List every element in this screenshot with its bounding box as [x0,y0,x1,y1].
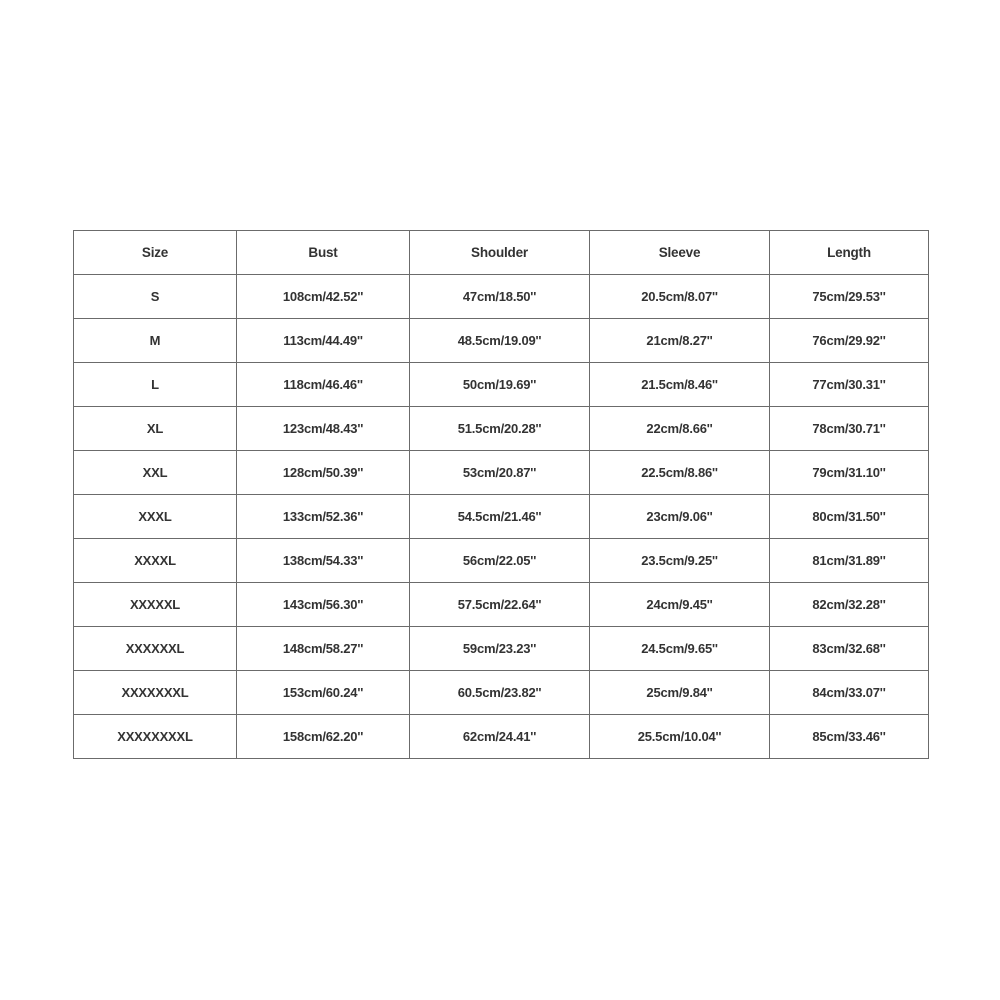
header-length: Length [770,231,929,275]
size-chart-header [74,231,929,275]
table-row [74,715,929,759]
cell-size: XXXXXXL [74,627,237,671]
cell-length: 77cm/30.31'' [770,363,929,407]
cell-size: L [74,363,237,407]
table-row [74,319,929,363]
cell-size: XL [74,407,237,451]
cell-sleeve: 22.5cm/8.86'' [590,451,770,495]
cell-bust: 108cm/42.52'' [237,275,410,319]
cell-shoulder: 57.5cm/22.64'' [410,583,590,627]
cell-sleeve: 24.5cm/9.65'' [590,627,770,671]
cell-bust: 118cm/46.46'' [237,363,410,407]
cell-bust: 133cm/52.36'' [237,495,410,539]
cell-size: S [74,275,237,319]
cell-sleeve: 23.5cm/9.25'' [590,539,770,583]
cell-bust: 138cm/54.33'' [237,539,410,583]
cell-shoulder: 51.5cm/20.28'' [410,407,590,451]
table-row [74,495,929,539]
cell-shoulder: 59cm/23.23'' [410,627,590,671]
cell-sleeve: 21cm/8.27'' [590,319,770,363]
cell-length: 85cm/33.46'' [770,715,929,759]
table-row [74,407,929,451]
cell-length: 79cm/31.10'' [770,451,929,495]
cell-sleeve: 22cm/8.66'' [590,407,770,451]
cell-bust: 158cm/62.20'' [237,715,410,759]
table-row [74,627,929,671]
cell-bust: 148cm/58.27'' [237,627,410,671]
cell-length: 81cm/31.89'' [770,539,929,583]
cell-sleeve: 20.5cm/8.07'' [590,275,770,319]
cell-shoulder: 53cm/20.87'' [410,451,590,495]
cell-shoulder: 56cm/22.05'' [410,539,590,583]
cell-size: XXXXXL [74,583,237,627]
table-row [74,583,929,627]
cell-shoulder: 54.5cm/21.46'' [410,495,590,539]
cell-sleeve: 24cm/9.45'' [590,583,770,627]
cell-bust: 143cm/56.30'' [237,583,410,627]
cell-size: M [74,319,237,363]
cell-length: 75cm/29.53'' [770,275,929,319]
header-sleeve: Sleeve [590,231,770,275]
table-row [74,671,929,715]
size-chart-body [74,275,929,759]
cell-size: XXXXXXXL [74,671,237,715]
header-row [74,231,929,275]
cell-shoulder: 62cm/24.41'' [410,715,590,759]
cell-size: XXXXXXXXL [74,715,237,759]
cell-length: 84cm/33.07'' [770,671,929,715]
header-shoulder: Shoulder [410,231,590,275]
cell-length: 78cm/30.71'' [770,407,929,451]
cell-shoulder: 50cm/19.69'' [410,363,590,407]
cell-size: XXXXL [74,539,237,583]
cell-length: 76cm/29.92'' [770,319,929,363]
cell-bust: 153cm/60.24'' [237,671,410,715]
cell-sleeve: 21.5cm/8.46'' [590,363,770,407]
header-bust: Bust [237,231,410,275]
cell-bust: 128cm/50.39'' [237,451,410,495]
cell-shoulder: 60.5cm/23.82'' [410,671,590,715]
table-row [74,451,929,495]
cell-bust: 123cm/48.43'' [237,407,410,451]
cell-sleeve: 23cm/9.06'' [590,495,770,539]
table-row [74,363,929,407]
cell-sleeve: 25.5cm/10.04'' [590,715,770,759]
header-size: Size [74,231,237,275]
cell-size: XXXL [74,495,237,539]
cell-length: 82cm/32.28'' [770,583,929,627]
cell-bust: 113cm/44.49'' [237,319,410,363]
table-row [74,275,929,319]
table-row [74,539,929,583]
cell-length: 83cm/32.68'' [770,627,929,671]
size-chart-table [73,230,929,759]
cell-shoulder: 47cm/18.50'' [410,275,590,319]
cell-length: 80cm/31.50'' [770,495,929,539]
cell-sleeve: 25cm/9.84'' [590,671,770,715]
cell-size: XXL [74,451,237,495]
cell-shoulder: 48.5cm/19.09'' [410,319,590,363]
